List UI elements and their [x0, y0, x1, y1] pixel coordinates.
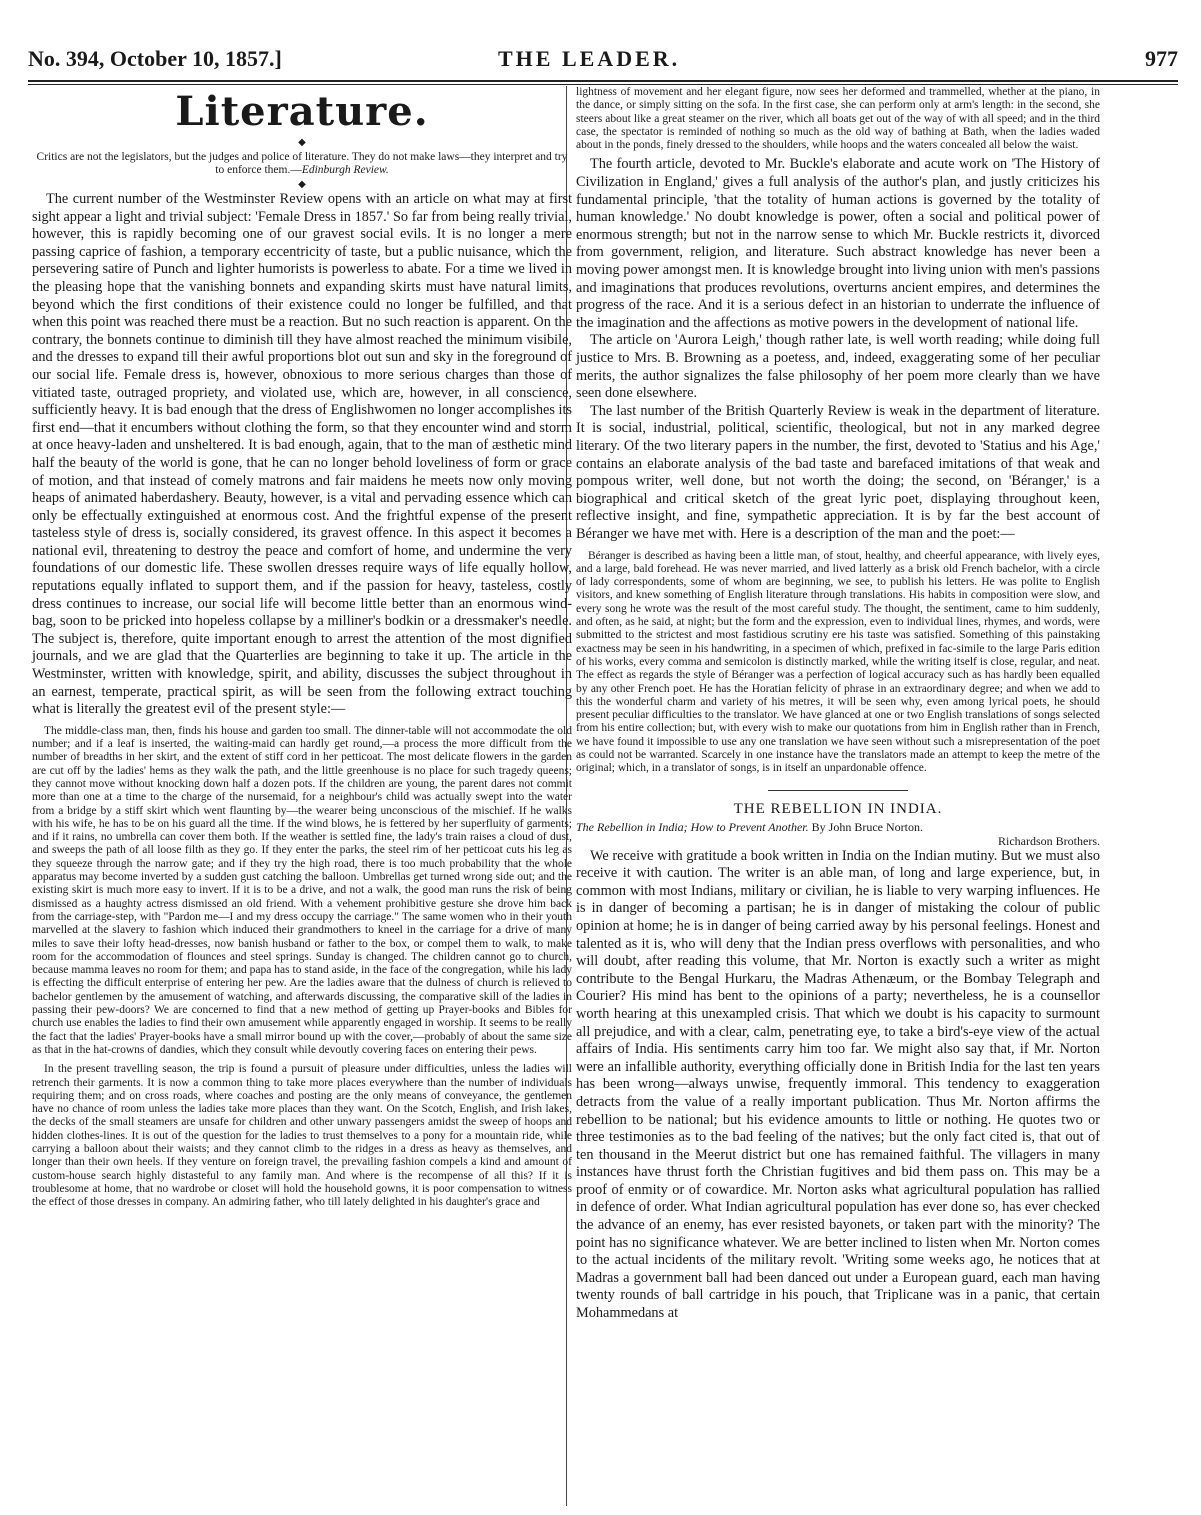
book-citation: [576, 820, 1100, 834]
british-quarterly-paragraph: The last number of the British Quarterly Review is weak in the department of literature. It is social, industrial, political, scientific, theological, but not in any marked degree literary. Of the two literary papers in the number, the first, devoted to 'Statius and his Age,' contains an elaborate analysis of the bad taste and barefaced imitations of that weak and pompous writer, well done, but not worth the doing; the second, on 'Béranger,' is a biographical and critical sketch of the great lyric poet, displaying throughout keen, reflective insight, and fine, sympathetic appreciation. It is by far the best account of Béranger we have met with. Here is a description of the man and the poet:—: [576, 402, 1100, 542]
page-number: 977: [1145, 46, 1178, 71]
rebellion-paragraph: We receive with gratitude a book written in India on the Indian mutiny. But we must also receive it with caution. The writer is an able man, of long and large experience, but, in common with most Indians, military or civilian, he is liable to very warping influences. He is in danger of becoming a partisan; he is in danger of mistaking the colour of public opinion at home; he is in danger of being carried away by his personal feelings. Honest and talented as it is, who will deny that the Indian press overflows with personalities, and who will doubt, after reading this volume, that Mr. Norton is exactly such a writer as might contribute to the Bengal Hurkaru, the Madras Athenæum, or the Bombay Telegraph and Courier? His mind has bent to the opinions of a party; nevertheless, he is a counsellor worth hearing at this unexampled crisis. That which we doubt is his capacity to surmount all prejudice, and with a clear, calm, penetrating eye, to take a bird's-eye view of the actual affairs of India. His sentiments carry him too far. We might also say that, if Mr. Norton were an infallible authority, everything officially done in British India for the last ten years has been wrong—always unwise, frequently immoral. This tendency to exaggeration detracts from the value of a really important publication. Thus Mr. Norton affirms the rebellion to be national; but his evidence amounts to little or nothing. He quotes two or three testimonies as to the bad feeling of the natives; but the only fact cited is, that out of ten thousand in the Meerut district but one has remained faithful. The villagers in many instances have thrust forth the Christian fugitives and bid them pass on. This may be a proof of enmity or of cowardice. Mr. Norton asks what agricultural population has rallied in defence of order. What Indian agricultural population has ever done so, has ever checked the advance of an enemy, has ever resisted bayonets, or taken part with the minority? The point has no significance whatever. We are better inclined to listen when Mr. Norton comes to the actual incidents of the military revolt. 'Writing some weeks ago, he notices that at Madras a government ball had been danced out under a European guard, each man having twenty rounds of ball cartridge in his pouch, that Triplicane was in a panic, that certain Mohammedans at: [576, 847, 1100, 1322]
header-rule-thin: [28, 84, 1178, 85]
book-author: By John Bruce Norton.: [811, 819, 923, 834]
rebellion-heading: THE REBELLION IN INDIA.: [733, 800, 943, 817]
intro-paragraph: The current number of the Westminster Review opens with an article on what may at first sight appear a light and trivial subject: 'Female Dress in 1857.' So far from being really trivial, however, this is rapidly becoming one of our gravest social evils. It is no longer a mere passing caprice of fashion, a temporary eccentricity of taste, but a public nuisance, which the persevering satire of Punch and lighter humorists is powerless to abate. For a time we lived in the pleasing hope that the vanishing bonnets and expanding skirts must have natural limits, beyond which the first conditions of their existence could no longer be fulfilled, and that when this point was reached there must be a reaction. But no such reaction is apparent. On the contrary, the bonnets continue to diminish till they have almost reached the minimum visibile, and the dresses to expand till their awful proportions blot out sun and sky in the foreground of our social life. Female dress is, however, obnoxious to more serious charges than those of vitiated taste, outraged propriety, and violated use, which are, however, in all conscience, sufficiently heavy. It is bad enough that the dress of Englishwomen no longer accomplishes its first end—that it encumbers without clothing the form, so that they encounter wind and storm at once heavy-laden and unsheltered. It is bad enough, again, that to the man of æsthetic mind half the beauty of the world is gone, that he can no longer behold loveliness of form or grace of motion, and that instead of comely matrons and fair maidens he meets now only moving heaps of animated haberdashery. Beauty, however, is a vital and pervading essence which can only be effectually extinguished at enormous cost. And the frightful expense of the present tasteless style of dress is, socially considered, its gravest offence. In this aspect it becomes a national evil, threatening to destroy the peace and comfort of home, and undermine the very foundations of our domestic life. These swollen dresses require ways of life equally hollow, reputations equally inflated to support them, and if the passion for heavy, tasteless, costly dress continues to increase, our social life will become little better than an enormous wind-bag, soon to be pricked into hopeless collapse by a milliner's bodkin or a dressmaker's needle. The subject is, therefore, quite important enough to arrest the attention of the most dignified journals, and we are glad that the Quarterlies are beginning to take it up. The article in the Westminster, written with knowledge, spirit, and ability, discusses the subject throughout in an earnest, temperate, practical spirit, as will be seen from the following extract touching what is literally the greatest evil of the present style:—: [32, 191, 572, 718]
ornament-icon: ◆: [298, 137, 306, 148]
buckle-paragraph: The fourth article, devoted to Mr. Buckle's elaborate and acute work on 'The History of Civilization in England,' gives a full analysis of the author's plan, and justly criticizes his fundamental principle, 'that the totality of human actions is governed by the totality of human knowledge.' No doubt knowledge is power, often a social and political power of enormous strength; but not in the narrow sense to which Mr. Buckle restricts it, divorced from government, religion, and literature. Such abstract knowledge has never been a moving power amongst men. It is knowledge brought into living union with men's passions and imaginations that produces revolutions, overturns ancient empires, and determines the progress of the race. And it is a serious defect in an historian to underrate the influence of the imagination and the affections as motive powers in the development of national life.: [576, 156, 1100, 331]
newspaper-title: THE LEADER.: [498, 46, 681, 71]
motto-source: Edinburgh Review.: [301, 164, 389, 176]
section-divider: [768, 790, 908, 791]
extract-quote-continued: In the present travelling season, the trip is found a pursuit of pleasure under difficulties, unless the ladies will retrench their garments. It is now a common thing to take more places everywhere than the number of individuals requiring them; and on cross roads, where coaches and posting are the only means of conveyance, the gentlemen have no chance of room unless the ladies take more places than they want. On the Scotch, English, and Irish lakes, the decks of the small steamers are unsafe for children and other unwary passengers amidst the sweep of hoops and hidden clothes-lines. It is out of the question for the ladies to trust themselves to a pony for a mountain ride, while carrying a balloon about their waists; and they cannot climb to the ridges in a dress as heavy as themselves, and longer than their own heels. If they venture on foreign travel, the prevailing fashion compels a kind and amount of custom-house search highly distasteful to any family man. And where is the recompense of all this? If it is troublesome at home, that no wardrobe or closet will hold the household gowns, it is poor compensation to witness the effect of those dresses in company. An admiring father, who till lately delighted in his daughter's grace and: [32, 1063, 572, 1209]
book-publisher: Richardson Brothers.: [998, 833, 1100, 848]
motto: [32, 151, 572, 177]
beranger-quote: Béranger is described as having been a little man, of stout, healthy, and cheerful appearance, with lively eyes, and a large, bald forehead. He was never married, and lived latterly as a brisk old French bachelor, with a circle of lady correspondents, some of whom are beginning, we see, to publish his letters. He was polite to English visitors, and knew something of English literature through translations. His habits in composition were slow, and every song he wrote was the result of the most careful study. The thought, the sentiment, came to him suddenly, and often, as he said, at night; but the form and the expression, even to individual lines, rhymes, and words, were submitted to the strictest and most fastidious scrutiny ere his taste was satisfied. Something of this painstaking exactness may be seen in his handwriting, in a specimen of which, prefixed in fac-simile to the large Paris edition of his works, every comma and semicolon is distinctly marked, while the writing itself is close, regular, and neat. The effect as regards the style of Béranger was a perfection of logical accuracy such as has hardly been equalled by any other French poet. He has the Horatian felicity of phrase in an extraordinary degree; and when we add to this the wonderful charm and variety of his metres, it will be seen why, even among lyrical poets, he should present peculiar difficulties to the translator. We have glanced at one or two English translations of songs selected from his entire collection; but, with every wish to make our quotations from him in English rather than in French, we have found it impossible to use any one translation we have seen without such a misrepresentation of the poet as could not be warranted. Scarcely in one instance have the translators made an attempt to keep the metre of the original; which, in a translator of songs, is in itself an unpardonable offence.: [576, 549, 1100, 775]
section-heading-literature: Literature.: [175, 88, 429, 135]
issue-date: No. 394, October 10, 1857.]: [28, 46, 282, 71]
extract-quote: The middle-class man, then, finds his house and garden too small. The dinner-table will not accommodate the old number; and if a leaf is inserted, the waiting-maid can hardly get round,—a process the more difficult from the number of breadths in her skirt, and the extent of stiff cord in her petticoat. The most delicate flowers in the garden are cut off by the ladies' hems as they walk the path, and the little greenhouse is no place for such tragedy queens; they cannot move without knocking down half a dozen pots. If the children are young, the parent dares not commit more than one at a time to the charge of the nursemaid, for a neighbour's child was actually swept into the water from a bridge by a stiff skirt which went flaunting by—the wearer being unconscious of the mischief. If he walks with his wife, he has to be on his guard all the time. If the wind blows, he is fettered by her superfluity of garments; and if it rains, no umbrella can cover them both. If the weather is settled fine, the lady's train raises a cloud of dust, and sweeps the path of all loose filth as they go. If they enter the parks, the steel rim of her petticoat cuts his leg as they squeeze through the narrow gate; and if they try the high road, there is too much probability that the whole apparatus may become inverted by a sudden gust catching the balloon. Umbrellas get turned wrong side out; and the existing skirt is much more easy to invert. If it is to be a drive, and not a walk, the good man runs the risk of being dismissed as a haughty actress dismissed an old friend. With a vehement prohibitive gesture she drove him back from the carriage-step, with "Pardon me—I and my dress occupy the carriage." The same women who in their youth marvelled at the slavery to fashion which induced their grandmothers to kneel in the carriage for a drive of many miles to save their lofty head-dresses, now banish husband or father to the box, or compel them to walk, to make room for the accommodation of flounces and steel springs. Sunday is changed. The children cannot go to church, because mamma leaves no room for them; and papa has to stand aside, in the face of the congregation, while his lady is effecting the difficult enterprise of entering her pew. Are the ladies aware that the dulness of church is relieved to bachelor gentlemen by the amusement of watching, and afterwards discussing, the comparative skill of the ladies in passing their pew-doors? We are concerned to find that a new method of getting up Prayer-books and Bibles for church use enables the ladies to find their own amusement while apparently engaged in worship. It seems to be really the fact that the ladies' Prayer-books have a small mirror bound up with the cover,—probably of about the same size as that in the hat-crowns of dandies, which they consult while devoutly covering faces on entering their pews.: [32, 724, 572, 1056]
right-column: [576, 86, 1100, 1323]
left-column: [32, 86, 572, 1210]
book-title: The Rebellion in India; How to Prevent Another.: [576, 819, 809, 834]
extract-quote-end: lightness of movement and her elegant figure, now sees her deformed and trammelled, whether at the piano, in the dance, or simply sitting on the sofa. In the first case, she can perform only at arm's length: in the second, she steers about like a great steamer on the river, which all boats get out of the way of with all speed; and in the third case, the spectator is reminded of nothing so much as the old way of bathing at Bath, when the ladies waded about in the ponds, finely dressed to the shoulders, while hoops and the waters concealed all below the waist.: [576, 86, 1100, 152]
page-header: [28, 46, 1178, 82]
aurora-leigh-paragraph: The article on 'Aurora Leigh,' though rather late, is well worth reading; while doing full justice to Mrs. B. Browning as a poetess, and, indeed, exaggerating some of her peculiar merits, the author signalizes the false philosophy of her poem more clearly than we have seen done elsewhere.: [576, 332, 1100, 402]
motto-text: Critics are not the legislators, but the judges and police of literature. They do not make laws—they interpret and try to enforce them.—: [36, 151, 568, 176]
ornament-icon: ◆: [298, 179, 306, 190]
header-rule: [28, 80, 1178, 82]
